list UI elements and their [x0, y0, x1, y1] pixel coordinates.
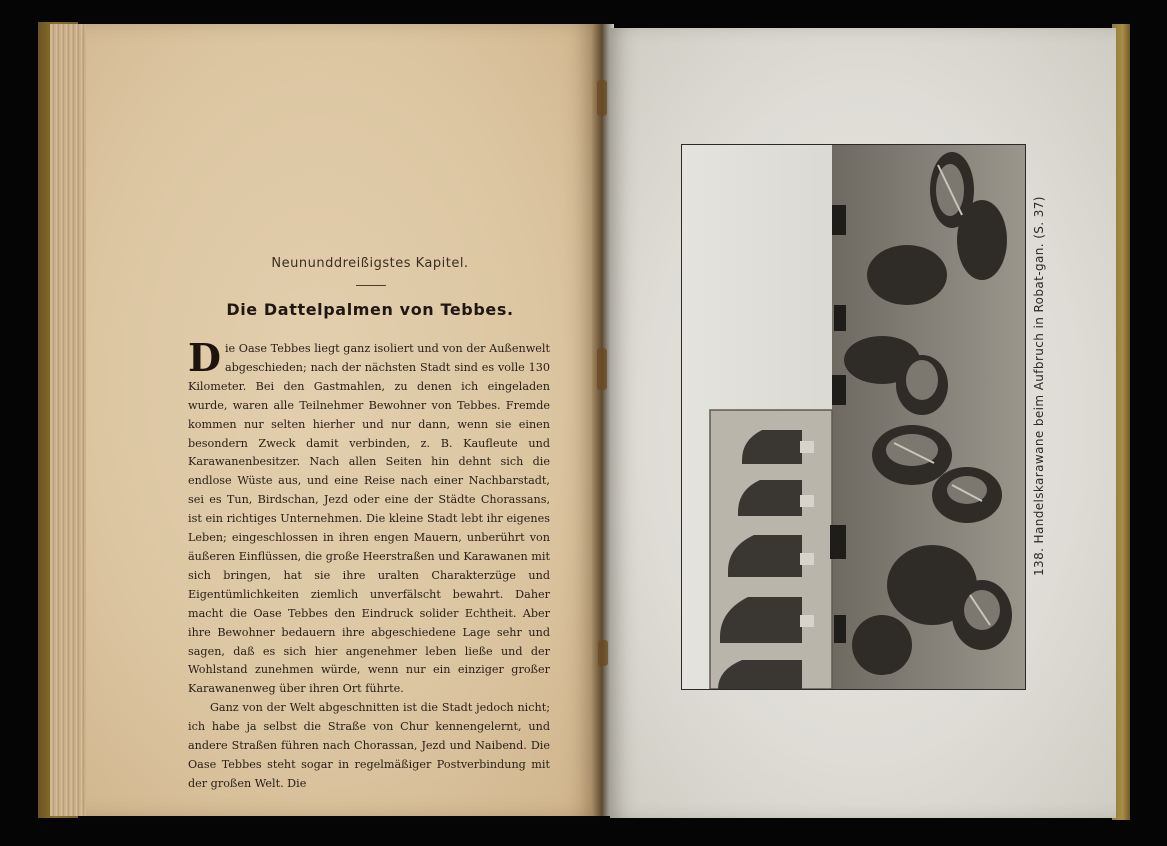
gutter-stain — [597, 80, 607, 116]
paragraph-1 — [188, 335, 550, 699]
chapter-title: Die Dattelpalmen von Tebbes. — [226, 300, 514, 319]
chapter-divider — [356, 285, 386, 286]
paragraph-1-text: ie Oase Tebbes liegt ganz isoliert und von der Außenwelt abgeschieden; nach der nächsten Stadt sind es volle 130 Kilometer. Bei den Gastmahlen, zu denen ich eingeladen wurde, waren alle Teilnehmer Bewohner von Tebbes. Fremde kommen nur selten hierher und nur dann, wenn sie einen besondern Zweck damit verbinden, z. B. Kaufleute und Karawanenbesitzer. Nach allen Seiten hin dehnt sich die endlose Wüste aus, und eine Reise nach einer Nachbarstadt, sei es Tun, Birdschan, Jezd oder eine der Städte Chorassans, ist ein richtiges Unternehmen. Die kleine Stadt lebt ihr eigenes Leben; eingeschlossen in ihren engen Mauern, unberührt von äußeren Einflüssen, die große Heerstraßen und Karawanen mit sich bringen, hat sie ihre uralten Charakterzüge und Eigentümlichkeiten ziemlich unverfälscht bewahrt. Daher macht die Oase Tebbes den Eindruck solider Echtheit. Aber ihre Bewohner bedauern ihre abgeschiedene Lage sehr und sagen, daß es sich hier angenehmer leben ließe und der Wohlstand zunehmen würde, wenn nur ein einziger großer Karawanenweg über ihren Ort führte. — [188, 342, 550, 696]
caravan-photograph — [681, 144, 1026, 690]
gutter-stain — [597, 348, 607, 390]
drop-cap: D — [188, 335, 221, 380]
chapter-label: Neununddreißigstes Kapitel. — [271, 256, 469, 271]
body-text — [188, 335, 550, 794]
page-edges-stack — [50, 24, 90, 816]
gutter-stain — [598, 640, 608, 666]
paragraph-2: Ganz von der Welt abgeschnitten ist die Stadt jedoch nicht; ich habe ja selbst die Straße von Chur kennengelernt, und andere Straßen führen nach Chorassan, Jezd und Naibend. Die Oase Tebbes steht sogar in regelmäßiger Postverbindung mit der großen Welt. Die — [188, 701, 550, 790]
photo-caption-text: 138. Handelskarawane beim Aufbruch in Robat-gan. (S. 37) — [1032, 196, 1046, 576]
